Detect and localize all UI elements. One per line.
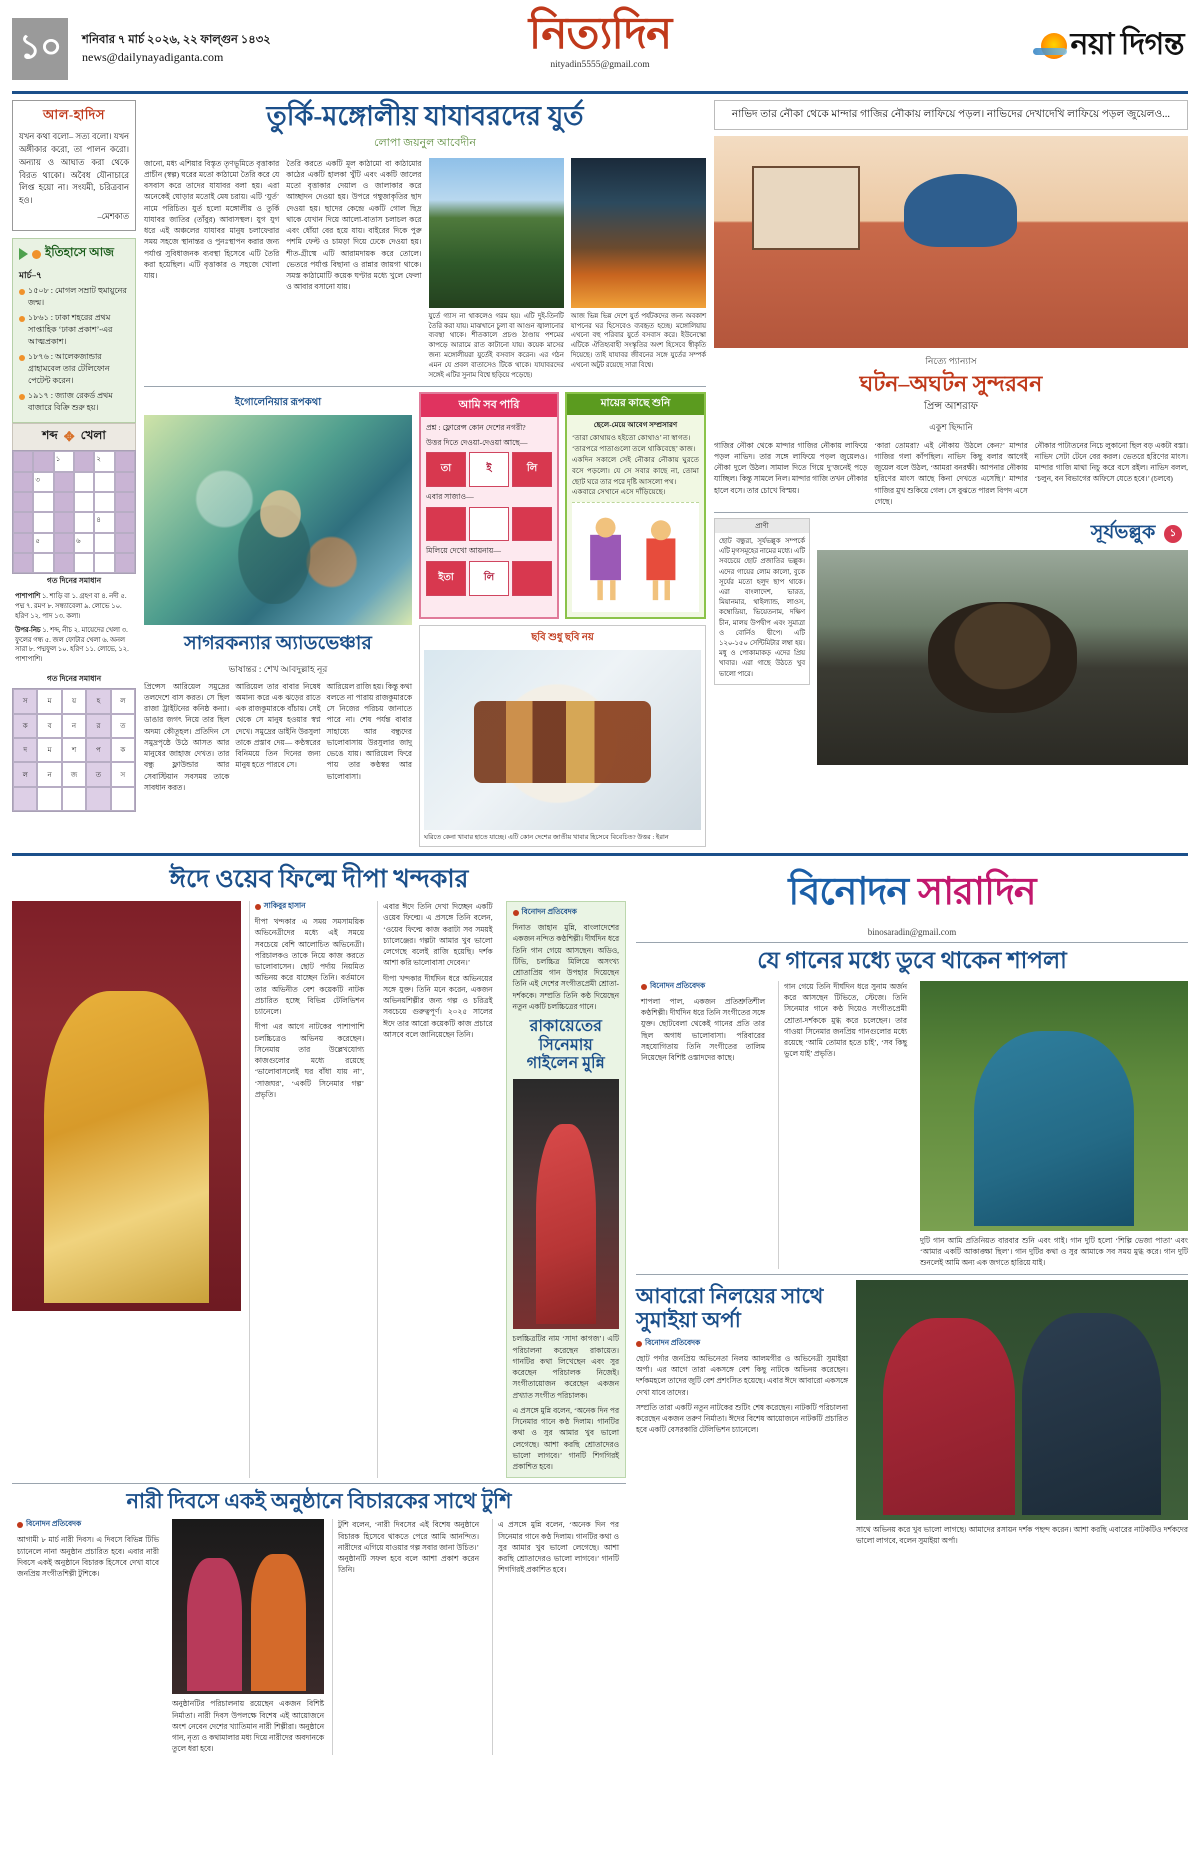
bear-side-label: প্রাণী [715,519,809,533]
bullet-icon [19,316,25,322]
across-label: পাশাপাশি [15,593,41,601]
story-part-label: একুশ ছিদ্দানি [929,421,973,432]
arpa-paragraph: ছোট পর্দার জনপ্রিয় অভিনেতা নিলয় আলমগীর ও অভিনেত্রী সুমাইয়া অর্পা। এর আগে তারা একসঙ্গে বেশ কিছু নাটকে অভিনয় করেছেন। দর্শকমহলে তাদের জুটি বেশ প্রশংসিত হয়েছে। এবার ঈদে আবারো একসঙ্গে দেখা যাবে তাদের। [636,1353,848,1397]
list-item: ১৮৬১ : ঢাকা শহরের প্রথম সাপ্তাহিক ‘ঢাকা প্রকাশ’-এর আত্মপ্রকাশ। [19,312,129,348]
half-page-divider [12,853,1188,856]
bear-fact-box [714,518,810,685]
dot-icon [32,250,41,259]
hadith-text: যখন কথা বলো– সত্য বলো। যখন অঙ্গীকার করো, তা পালন করো। অন্যায় ও আঘাত করা থেকে বিরত থাকো। অবৈধ যৌনাচারে লিপ্ত হয়ো না। সংযমী, চরিত্রবান হও। [19,132,129,206]
letter-cell[interactable] [13,787,37,811]
crossword-cell[interactable]: ৪ [94,512,114,532]
quiz-tile[interactable] [512,507,552,542]
quiz-tiles-row-2[interactable] [426,507,552,542]
play-triangle-icon [19,248,28,260]
arpa-paragraph: সম্প্রতি তারা একটি নতুন নাটকের শুটিং শেষ করেছেন। নাটকটি পরিচালনা করেছেন একজন তরুণ নির্মাতা। ঈদের বিশেষ আয়োজনে নাটকটি প্রচারিত হবে একটি বেসরকারি টেলিভিশন চ্যানেলে। [636,1402,848,1435]
reporter-name: বিনোদন প্রতিবেদক [650,980,706,990]
quiz-hint-1: উত্তর দিতে দেওয়া-দেওয়া আছে— [426,437,528,447]
sundarban-illustration [714,136,1188,348]
reporter-name: বিনোদন প্রতিবেদক [521,907,577,917]
quiz-tile[interactable]: লি [512,452,552,487]
entertainment-masthead [636,862,1188,926]
mother-box [565,392,706,620]
history-title [19,244,129,264]
mermaid-headline: সাগরকন্যার অ্যাডভেঞ্চার [184,632,372,654]
arpa-head-col [636,1280,848,1547]
bullet-icon [17,1522,23,1528]
arpa-reporter [636,1338,848,1350]
crossword-cell[interactable] [54,553,74,573]
deepa-story-row [12,901,626,1478]
munni-paragraph: চলচ্চিত্রটির নাম ‘সাদা কাগজ’। এটি পরিচালনা করেছেন রাকায়েত। গানটির কথা লিখেছেন এবং সুর করেছেন পরিচালক নিজেই। সংগীতায়োজন করেছেন একজন প্রখ্যাত সংগীত পরিচালক। [512,1334,620,1400]
letter-cell[interactable]: দ [13,738,37,762]
section-divider [144,386,706,387]
feature-paragraph: জানো, মধ্য এশিয়ার বিস্তৃত তৃণভূমিতে বৃত্তাকার প্রাচীন (স্বল্প) ঘরের মতো কাঠামো তৈরি করে যে বসবাস করে তাদের যাযাবর বলা হয়। এরা অনেকেই ঘোড়ার মতোই মেষ চরায়। এটি ‘যুর্ত’ নামে পরিচিত। যুর্ত হলো মঙ্গোলীয় ও তুর্কি যাযাবর জাতির (তাঁবুর) আবাসস্থল। যুগ যুগ ধরে এই অঞ্চলের যাযাবর মানুষ চলাফেরার সময় সহজে স্থানান্তর ও পুনঃস্থাপন করার জন্য পর্যাপ্ত সুবিধাজনক ব্যবস্থা হিসেবে এটি তৈরি করা হয়েছিল। এটি বৃত্তাকার ও সহজে খোলা যায়। [144,158,280,281]
bullet-icon [19,289,25,295]
crossword-cell[interactable] [115,553,135,573]
hadith-source: –মেশকাত [97,212,129,222]
reporter-name: সাকিবুর হাসান [263,901,306,911]
mother-title: মায়ের কাছে শুনি [567,394,704,415]
masthead-date-block [82,32,271,66]
arpa-nilay-photo [856,1280,1188,1520]
feature-headline: তুর্কি-মঙ্গোলীয় যাযাবরদের যুর্ত [266,101,584,131]
shapla-reporter [641,981,765,993]
shapla-paragraph: গান গেয়ে তিনি দীর্ঘদিন ধরে সুনাম অর্জন করে আসছেন টিভিতে, স্টেজে। তিনি সিনেমার গানে কণ্ঠ দিয়েও সংগীতপ্রেমী শ্রোতা-দর্শককে মুগ্ধ করে চলেছেন। তার গাওয়া সিনেমার জনপ্রিয় গানগুলোর মধ্যে রয়েছে ‘আমি তোমার হতে চাই’, ‘সব কিছু ভুলে যাই’ প্রভৃতি। [784,981,907,1059]
crossword-cell[interactable] [33,512,53,532]
quiz-tiles-row-3[interactable] [426,561,552,596]
hadith-box [12,100,136,231]
tushi-headline: নারী দিবসে একই অনুষ্ঠানে বিচারকের সাথে টুশি [126,1489,512,1514]
entertainment-email: binosaradin@gmail.com [867,927,957,938]
deepa-paragraph: দীপা এর আগে নাটকের পাশাপাশি চলচ্চিত্রেও অভিনয় করেছেন। সিনেমায় তার উল্লেখযোগ্য কাজগুলোর মধ্যে রয়েছে ‘ভালোবাসলেই ঘর বাঁধা যায় না’, ‘সাজঘর’, ‘একটি সিনেমার গল্প’ প্রভৃতি। [254,1022,365,1099]
lower-right-column [636,862,1188,1754]
crossword-cell[interactable] [74,512,94,532]
quiz-tile[interactable]: তা [426,452,466,487]
arpa-headline: আবারো নিলয়ের সাথে সুমাইয়া অর্পা [636,1283,824,1332]
shapla-paragraph: শাপলা পাল, একজন প্রতিশ্রুতিশীল কণ্ঠশিল্পী। দীর্ঘদিন ধরে তিনি সংগীতের সঙ্গে যুক্ত। ছোটবেলা থেকেই গানের প্রতি তার ছিল অগাধ ভালোবাসা। পরিবারের সহযোগিতায় তিনি সংগীতের তালিম নিয়েছেন বিশিষ্ট ওস্তাদদের কাছে। [641,996,765,1063]
deepa-text-col-2 [377,901,497,1478]
letter-cell[interactable]: ক [13,714,37,738]
mermaid-paragraph: প্রিন্সেস আরিয়েল সমুদ্রের তলদেশে বাস করত। সে ছিল রাজা ট্রাইটনের কনিষ্ঠ কন্যা। ডাঙার জগৎ নিয়ে তার ছিল অদম্য কৌতূহল। প্রতিদিন সে সমুদ্রপৃষ্ঠে উঠে আসত আর মানুষের জাহাজ দেখত। তার বন্ধু ফ্লাউন্ডার আর সেবাস্টিয়ান সবসময় তাকে সাবধান করত। [144,681,230,792]
letter-puzzle-header: গত দিনের সমাধান [46,674,102,684]
food-photo [424,650,701,830]
quiz-mother-block [419,392,706,848]
letter-cell[interactable]: জ [62,762,86,786]
tushi-extra-paragraph: এ প্রসঙ্গে মুন্নি বলেন, ‘অনেক দিন পর সিনেমার গানে কণ্ঠ দিলাম। গানটির কথা ও সুর আমার খুব ভালো লেগেছে। আশা করছি শ্রোতাদেরও ভালো লাগবে।’ গানটি শিগগিরই প্রকাশিত হবে। [498,1520,619,1575]
deepa-reporter [255,901,364,913]
fairytale-label: ইগোলেনিয়ার রূপকথা [234,396,322,408]
series-brand-strip: নিত্যে প্যান্যাস [925,356,977,367]
quiz-title: আমি সব পারি [421,394,557,417]
feature-paragraph: তৈরি করতে একটি মূল কাঠামো বা কাঠামোর কাঠের একটি হালকা খুঁটি এবং একটি জালের মতো বৃত্তাকার দেয়াল ও জালাকার করে আচ্ছাদন দেওয়া হয়। উপরে গম্বুজাকৃতির ছাদ দেওয়া হয়। ছাদের কেন্দ্রে একটি গোল ছিদ্র থাকে যেখান দিয়ে আলো-বাতাস চলাচল করে এবং ধোঁয়া বের হয়ে যায়। বাইরের দিকে পুরু পশমি ফেল্ট ও চামড়া দিয়ে ঢেকে দেওয়া হয়। শীত-গ্রীষ্মে এটি আরামদায়ক করে তোলে। ভেতরে পর্যাপ্ত বিছানা ও রান্নার জায়গা থাকে। সমস্ত কাঠামোটি কয়েক ঘণ্টার মধ্যে খুলে ফেলা ও আবার বসানো যায়। [286,158,422,292]
shapla-headline: যে গানের মধ্যে ডুবে থাকেন শাপলা [757,948,1067,974]
quiz-tile[interactable]: ইতা [426,561,466,596]
history-box [12,238,136,423]
feature-paragraph: যুর্তে গ্যাস না থাকলেও গরম হয়। এটি দুই-তিনটি তৈরি করা যায়। মাঝখানে চুলা বা আগুন জ্বালানোর ব্যবস্থা থাকে। শীতকালে প্রচণ্ড ঠাণ্ডায় পশমের কাপড়ে আরামে রাত কাটানো যায়। কয়েক মাসের জন্য মঙ্গোলীয়রা যুর্তেই বসবাস করেন। এর গঠন এমন যে প্রবল বাতাসেও টিকে থাকে। যাযাবরদের সঙ্গেই এটির সুনাম বিশ্বে ছড়িয়ে পড়েছে। [428,312,564,379]
tushi-paragraph: টুশি বলেন, ‘নারী দিবসের এই বিশেষ অনুষ্ঠানে বিচারক হিসেবে থাকতে পেরে আমি আনন্দিত। নারীদের এগিয়ে যাওয়ার গল্প সবার জানা উচিত।’ অনুষ্ঠানটি সফল হবে বলে আশা প্রকাশ করেন তিনি। [338,1520,479,1575]
story-paragraph: গাজির নৌকা থেকে মান্দার গাজির নৌকায় লাফিয়ে পড়ল নাভিদ। তার সঙ্গে লাফিয়ে পড়ল জুয়েলও। নৌকা দুলে উঠল। সামাল দিতে গিয়ে দু’জনেই পড়ে যাচ্ছিল। কিন্তু সামলে নিল। মান্দার গাজি তখন নৌকার হালে বসে। তার চোখে বিস্ময়। [714,440,868,495]
supplement-title: নিত্যদিন [528,9,672,58]
flower-icon: ✥ [63,429,75,445]
shapla-row [636,981,1188,1269]
puzzle-answers-across [12,590,136,624]
bear-headline [817,518,1188,550]
entertainment-title-blue: বিনোদন [788,871,909,914]
story-paragraph: ‘কারা তোমরা? এই নৌকায় উঠলে কেন?’ মান্দার গাজির গলা কাঁপছিল। নাভিদ কিছু বলার আগেই জুয়েল বলে উঠল, ‘আমরা বনরক্ষী। আপনার নৌকায় হরিণের মাংস আছে কিনা দেখতে এসেছি।’ মান্দার গাজির মুখ শুকিয়ে গেল। সে বুঝতে পারল বিপদ এসে গেছে। [874,440,1028,506]
mermaid-illustration [144,415,412,625]
deepa-text-col-1 [249,901,369,1478]
crossword-cell[interactable] [74,472,94,492]
puzzle-label-left: শব্দ [42,428,58,443]
bear-side-column [714,518,810,765]
deepa-photo-col [12,901,241,1478]
letter-cell[interactable] [37,787,61,811]
section-divider [714,512,1188,513]
page-number: ১০ [12,18,68,80]
story-author: প্রিন্স আশরাফ [924,400,978,412]
tushi-photo [172,1519,324,1694]
crossword-cell[interactable]: ১ [54,451,74,471]
feature-column [286,158,421,381]
crossword-cell[interactable] [13,553,33,573]
lower-left-column [12,862,626,1754]
crossword-cell[interactable]: ৩ [33,472,53,492]
shapla-text-col-1 [636,981,770,1269]
crossword-cell[interactable] [74,492,94,512]
quiz-box [419,392,559,620]
yurt-photo-1 [429,158,564,308]
bullet-icon [636,1341,642,1347]
children-illustration [572,502,699,612]
crossword-cell[interactable] [13,512,33,532]
letter-grid[interactable] [12,688,136,812]
letter-cell[interactable]: ত [86,762,110,786]
letter-cell[interactable]: স [111,762,135,786]
crossword-cell[interactable] [74,553,94,573]
crossword-cell[interactable] [94,533,114,553]
tushi-photo-col [172,1519,324,1754]
letter-cell[interactable]: ত [111,714,135,738]
supplement-logo [528,9,672,70]
sun-icon [1041,33,1067,59]
puzzle-answers-down [12,624,136,667]
yurt-photo-2 [571,158,706,308]
munni-reporter [513,907,619,919]
crossword-cell[interactable] [94,553,114,573]
letter-cell[interactable] [86,787,110,811]
tushi-reporter [17,1519,159,1531]
bear-main [817,518,1188,765]
photo-section-label: ছবি শুধু ছবি নয় [531,632,594,644]
mermaid-block [144,392,412,848]
letter-cell[interactable] [62,787,86,811]
letter-cell[interactable]: ন [37,762,61,786]
crossword-cell[interactable] [33,451,53,471]
history-date-label: মার্চ–৭ [19,270,42,281]
munni-portrait-photo [513,1079,619,1329]
crossword-cell[interactable]: ৫ [33,533,53,553]
story-headline: ঘটন–অঘটন সুন্দরবন [859,371,1043,397]
tushi-row [12,1519,626,1754]
letter-cell[interactable]: ন [62,714,86,738]
reporter-name: বিনোদন প্রতিবেদক [26,1519,82,1529]
deepa-portrait-photo [12,901,241,1311]
tushi-text-col [12,1519,164,1754]
feature-body-columns [144,158,706,381]
munni-headline: রাকায়েতের সিনেমায় গাইলেন মুন্নি [526,1018,605,1072]
story-columns [714,440,1188,508]
story-lead-quote: নাভিদ তার নৌকা থেকে মান্দার গাজির নৌকায় লাফিয়ে পড়ল। নাভিদের দেখাদেখি লাফিয়ে পড়ল জুয়েলও... [714,100,1188,130]
center-column [144,100,706,847]
letter-cell[interactable]: প [86,738,110,762]
list-item: ১৮৭৬ : আলেকজান্ডার গ্রাহামবেল তার টেলিফোন পেটেন্ট করেন। [19,351,129,387]
quiz-hint-2: এবার সাজাও— [426,492,474,502]
letter-cell[interactable]: ম [37,738,61,762]
mermaid-quiz-row [144,392,706,848]
letter-cell[interactable]: হ [86,689,110,713]
letter-cell[interactable]: ল [13,762,37,786]
list-item: ১৯১৭ : জ্যাজ রেকর্ড প্রথম বাজারে বিক্রি শুরু হয়। [19,390,129,414]
crossword-cell[interactable] [115,533,135,553]
crossword-cell[interactable]: ৬ [74,533,94,553]
mermaid-translator: ভাষান্তর : শেখ আবদুল্লাহ নূর [228,663,328,674]
supplement-email: nityadin5555@gmail.com [550,60,650,70]
tushi-text-col-2 [332,1519,484,1754]
arpa-story-block [636,1280,1188,1547]
publisher-logo [1041,20,1184,71]
masthead-divider [12,91,1188,94]
arpa-paragraph: সাথে অভিনয় করে খুব ভালো লাগছে। আমাদের রসায়ন দর্শক পছন্দ করেন। আশা করছি এবারের নাটকটিও দর্শকদের ভালো লাগবে, বলেন সুমাইয়া অর্পা। [856,1524,1188,1545]
history-list [19,285,129,414]
tushi-paragraph: অনুষ্ঠানটির পরিচালনায় রয়েছেন একজন বিশিষ্ট নির্মাতা। নারী দিবস উপলক্ষে বিশেষ এই আয়োজনে অংশ নেবেন দেশের খ্যাতিমান নারী শিল্পীরা। অনুষ্ঠানে গান, নৃত্য ও কথামালার মধ্য দিয়ে নারীদের অবদানকে তুলে ধরা হবে। [172,1699,324,1754]
crossword-cell[interactable] [115,512,135,532]
two-girls-drawing [572,503,699,612]
quiz-question: প্রশ্ন : ফ্লোরেন্স কোন দেশের নগরী? [426,422,526,432]
bullet-icon [19,394,25,400]
bullet-icon [19,355,25,361]
crossword-cell[interactable] [54,512,74,532]
section-divider [636,1274,1188,1275]
shapla-portrait-photo [920,981,1188,1231]
bear-part-badge: ১ [1164,525,1182,543]
puzzle-label-right: খেলা [80,428,106,443]
shapla-photo-col [920,981,1188,1269]
feature-paragraph: আজ ভিন্ন ভিন্ন দেশে যুর্ত পর্যটকদের জন্য অবকাশ যাপনের ঘর হিসেবেও ব্যবহৃত হচ্ছে। মঙ্গোলিয়ায় এখনো বহু পরিবার যুর্তে বসবাস করে। ইউনেস্কো এটিকে ঐতিহ্যবাহী সংস্কৃতির অংশ হিসেবে স্বীকৃতি দিয়েছে। তাই যাযাবর জীবনের সঙ্গে যুর্তের সম্পর্ক এখনো অটুট রয়েছে সারা বিশ্বে। [570,312,706,369]
quiz-tile[interactable]: ই [469,452,509,487]
crossword-cell[interactable] [13,472,33,492]
crossword-cell[interactable] [54,492,74,512]
crossword-cell[interactable] [94,492,114,512]
letter-cell[interactable]: য় [62,689,86,713]
list-item: ১৫০৮ : মোগল সম্রাট হুমায়ুনের জন্ম। [19,285,129,309]
mermaid-columns [144,681,412,794]
bear-text: ছোট বন্ধুরা, সূর্যভল্লুক সম্পর্কে এটি মৃগসমূহের নামের মধ্যে। এটি সবচেয়ে ছোট প্রজাতির ভল্লুক। এদের গায়ের লোম কালো, বুকে সূর্যের মতো হলুদ ছাপ থাকে। এরা বাংলাদেশ, ভারত, মিয়ানমার, থাইল্যান্ড, লাওস, কম্বোডিয়া, ভিয়েতনাম, দক্ষিণ চীন, মালয় উপদ্বীপ এবং সুমাত্রা ও বোর্নিও দ্বীপে। এটি ১২০-১৫০ সেন্টিমিটার লম্বা হয়। মধু ও পোকামাকড় এদের প্রিয় খাবার। এরা গাছে উঠতে খুব ভালো পারে। [719,538,805,678]
mermaid-paragraph: আরিয়েল তার বাবার নিষেধ অমান্য করে এক ঝড়ের রাতে এক রাজকুমারকে বাঁচায়। সেই থেকে সে মানুষ হওয়ার স্বপ্ন দেখে। সমুদ্রের ডাইনি উরসুলা তাকে প্রস্তাব দেয়— কণ্ঠস্বরের বিনিময়ে তিন দিনের জন্য মানুষ হতে পারবে সে। [235,681,321,770]
section-divider [12,1483,626,1484]
mermaid-paragraph: আরিয়েল রাজি হয়। কিন্তু কথা বলতে না পারায় রাজকুমারকে সে নিজের পরিচয় জানাতে পারে না। শেষ পর্যন্ত বাবার সাহায্যে আর বন্ধুদের ভালোবাসায় উরসুলার জাদু ভেঙে যায়। আরিয়েল ফিরে পায় তার কণ্ঠস্বর আর ভালোবাসা। [326,681,412,781]
publisher-name: নয়া দিগন্ত [1070,28,1184,61]
letter-cell[interactable]: শ [62,738,86,762]
down-text: ১. শব্দ, নীচ ২. মায়েদের খেলা ৩. ফুলের গন্ধ ৫. জল ফোটার খেলা ৬. অনল সারা ৮. পদ্মফুল ১০. হরিণ ১১. লোভে, ১২. পাশাপাশি। [15,626,129,664]
letter-cell[interactable]: ম [37,689,61,713]
munni-paragraph: এ প্রসঙ্গে মুন্নি বলেন, ‘অনেক দিন পর সিনেমার গানে কণ্ঠ দিলাম। গানটির কথা ও সুর আমার খুব ভালো লেগেছে। আশা করছি শ্রোতাদেরও ভালো লাগবে।’ গানটি শিগগিরই প্রকাশিত হবে। [512,1405,620,1472]
hadith-title: আল-হাদিস [43,107,105,122]
left-sidebar [12,100,136,847]
across-text: ১. শাড়ি বা ১. গ্রহণ বা ৪. নদী ৫. পদ্ম ৭. রমণ ৮. সন্ধ্যাবেলা ৯. লোভে ১০. হরিণ ১২. পাদ ১৩. কলা। [15,593,127,620]
letter-cell[interactable]: র [86,714,110,738]
crossword-cell[interactable] [54,472,74,492]
feature-column [571,158,706,381]
bullet-icon [513,910,519,916]
puzzle-title-bar [12,423,136,450]
arpa-photo-col [856,1280,1188,1547]
arpa-row [636,1280,1188,1547]
bear-title-text: সূর্যভল্লুক [1090,522,1156,544]
entertainment-title-pink: সারাদিন [918,871,1036,914]
deepa-paragraph: এবার ঈদে তিনি দেখা দিচ্ছেন একটি ওয়েব ফিল্মে। এ প্রসঙ্গে তিনি বলেন, ‘ওয়েব ফিল্মে কাজ করাটা সব সময়ই চ্যালেঞ্জের। গল্পটা আমার খুব ভালো লেগেছে বলেই রাজি হয়েছি। দর্শক আশা করি ভালোবাসা দেবেন।’ [383,902,493,968]
letter-cell[interactable]: ক [111,738,135,762]
feature-column [429,158,564,381]
upper-section [12,100,1188,847]
bullet-icon [255,904,261,910]
letter-puzzle-section [12,672,136,812]
crossword-cell[interactable] [33,492,53,512]
letter-cell[interactable]: ব [37,714,61,738]
publication-email: news@dailynayadiganta.com [82,49,224,64]
shapla-paragraph: দুটি গান আমি প্রতিনিয়ত বারবার শুনি এবং গাই। গান দুটি হলো ‘শিল্পি ভেজা পাতা’ এবং ‘আমার একটি আকাঙ্ক্ষা ছিল’। গান দুটির কথা ও সুর আমাকে সব সময় মুগ্ধ করে। গান দুটি শুনলেই আমি অন্য এক জগতে হারিয়ে যাই। [920,1235,1188,1268]
letter-cell[interactable]: ল [111,689,135,713]
quiz-tile[interactable] [512,561,552,596]
feature-column [144,158,279,381]
lower-section [12,862,1188,1754]
crossword-cell[interactable] [115,472,135,492]
history-title-text: ইতিহাসে আজ [45,245,114,260]
quiz-tiles-row-1[interactable] [426,452,552,487]
down-label: উপর-নিচ [15,626,41,634]
quiz-hint-3: মিলিয়ে দেখো আয়নায়— [426,546,501,556]
crossword-grid[interactable] [12,450,136,574]
bullet-icon [641,984,647,990]
crossword-cell[interactable] [115,492,135,512]
crossword-cell[interactable] [115,451,135,471]
crossword-cell[interactable]: ২ [94,451,114,471]
mother-line: ‘তারা কোথায়ও হইতো কোথাও’ না স্বাগত। [572,434,691,443]
mother-line: একদিন সকালে সেই নৌকার নৌকায় ঘুরতে বসে পড়লো। যে সে সবার কাছে না, তোমা ছোট ঘরে তার পরে দৃষ্টি আসলো পথ। [572,455,699,486]
crossword-cell[interactable] [33,553,53,573]
tushi-text-col-3 [492,1519,624,1754]
shapla-text-col-2 [778,981,912,1269]
masthead [12,10,1188,88]
publication-date: শনিবার ৭ মার্চ ২০২৬, ২২ ফাল্গুন ১৪৩২ [82,33,271,46]
mother-subtitle: ছেলে-মেয়ে আবেগ সম্প্রসারণ [593,420,678,429]
bear-section [714,518,1188,765]
crossword-cell[interactable] [13,533,33,553]
food-caption: ঘরিতে কেনা খাবার হাতে যাচ্ছে। এটি কোন দেশের জাতীয় খাবার হিসেবে বিবেচিত? উত্তর : ইরান [424,834,669,842]
tushi-paragraph: আগামী ৮ মার্চ নারী দিবস। এ দিবসে বিভিন্ন টিভি চ্যানেলে নানা অনুষ্ঠান প্রচারিত হবে। এবার নারী দিবসে একই অনুষ্ঠানে বিচারক হিসেবে দেখা যাবে জনপ্রিয় সংগীতশিল্পী টুশিকে। [17,1535,159,1579]
quiz-tile[interactable]: লি [469,561,509,596]
puzzle-answer-header: গত দিনের সমাধান [46,576,102,586]
crossword-cell[interactable] [54,533,74,553]
quiz-tile[interactable] [426,507,466,542]
mother-line: ‘তারপরে পাতাগুলো তলে থাকিবেছে’ কাজ। [572,445,696,454]
right-column [714,100,1188,847]
letter-cell[interactable] [111,787,135,811]
crossword-cell[interactable] [74,451,94,471]
deepa-headline: ঈদে ওয়েব ফিল্মে দীপা খন্দকার [169,866,469,894]
food-photo-box [419,625,706,847]
word-puzzle-section [12,423,136,667]
mother-line: একবারে সেখানে এসে দাঁড়িয়েছে। [572,488,666,497]
deepa-paragraph: দীপা খন্দকার দীর্ঘদিন ধরে অভিনয়ের সঙ্গে যুক্ত। তিনি মনে করেন, একজন অভিনয়শিল্পীর জন্য গল্প ও চরিত্রই সবচেয়ে গুরুত্বপূর্ণ। ২০২৫ সালের ঈদে তার আরো কয়েকটি কাজ প্রচারে আসবে বলে জানিয়েছেন তিনি। [383,973,493,1039]
quiz-tile[interactable] [469,507,509,542]
story-paragraph: নৌকার পাটাতনের নিচে লুকানো ছিল বড় একটা বস্তা। নাভিদ সেটা টেনে বের করল। ভেতরে হরিণের মাংস। মান্দার গাজি মাথা নিচু করে বসে রইল। নাভিদ বলল, ‘চলুন, বন বিভাগের অফিসে যেতে হবে।’ (চলবে) [1034,440,1188,484]
tushi-story-block [12,1489,626,1754]
letter-cell[interactable]: স [13,689,37,713]
reporter-name: বিনোদন প্রতিবেদক [645,1337,701,1347]
crossword-cell[interactable] [94,472,114,492]
munni-paragraph: দিনাত জাহান মুন্নি, বাংলাদেশের একজন নন্দিত কণ্ঠশিল্পী। দীর্ঘদিন ধরে তিনি গান গেয়ে আসছেন। অডিও, টিভি, চলচ্চিত্র মিলিয়ে অসংখ্য শ্রোতাপ্রিয় গান উপহার দিয়েছেন তিনি এই দেশের সংগীতপ্রেমী শ্রোতা-দর্শককে। সম্প্রতি তিনি কণ্ঠ দিয়েছেন নতুন একটি চলচ্চিত্রের গানে। [512,923,620,1011]
entertainment-divider [636,942,1188,943]
crossword-cell[interactable] [13,451,33,471]
bear-photo [817,550,1188,765]
feature-byline: লোপা জয়নুল আবেদীন [374,136,476,149]
crossword-cell[interactable] [13,492,33,512]
munni-story-block [506,901,626,1478]
deepa-paragraph: দীপা খন্দকার এ সময় সমসাময়িক অভিনেত্রীদের মধ্যে এই সময়ে সবচেয়ে বেশি আলোচিত অভিনেত্রী। পরিচালকও তাকে নিয়ে কাজ করতে ভালোবাসেন। ছোট পর্দায় নিয়মিত অভিনয় করে যাচ্ছেন তিনি। বর্তমানে তার অভিনীত বেশ কয়েকটি নাটক প্রচারিত হচ্ছে বিভিন্ন টেলিভিশন চ্যানেলে। [254,917,365,1017]
